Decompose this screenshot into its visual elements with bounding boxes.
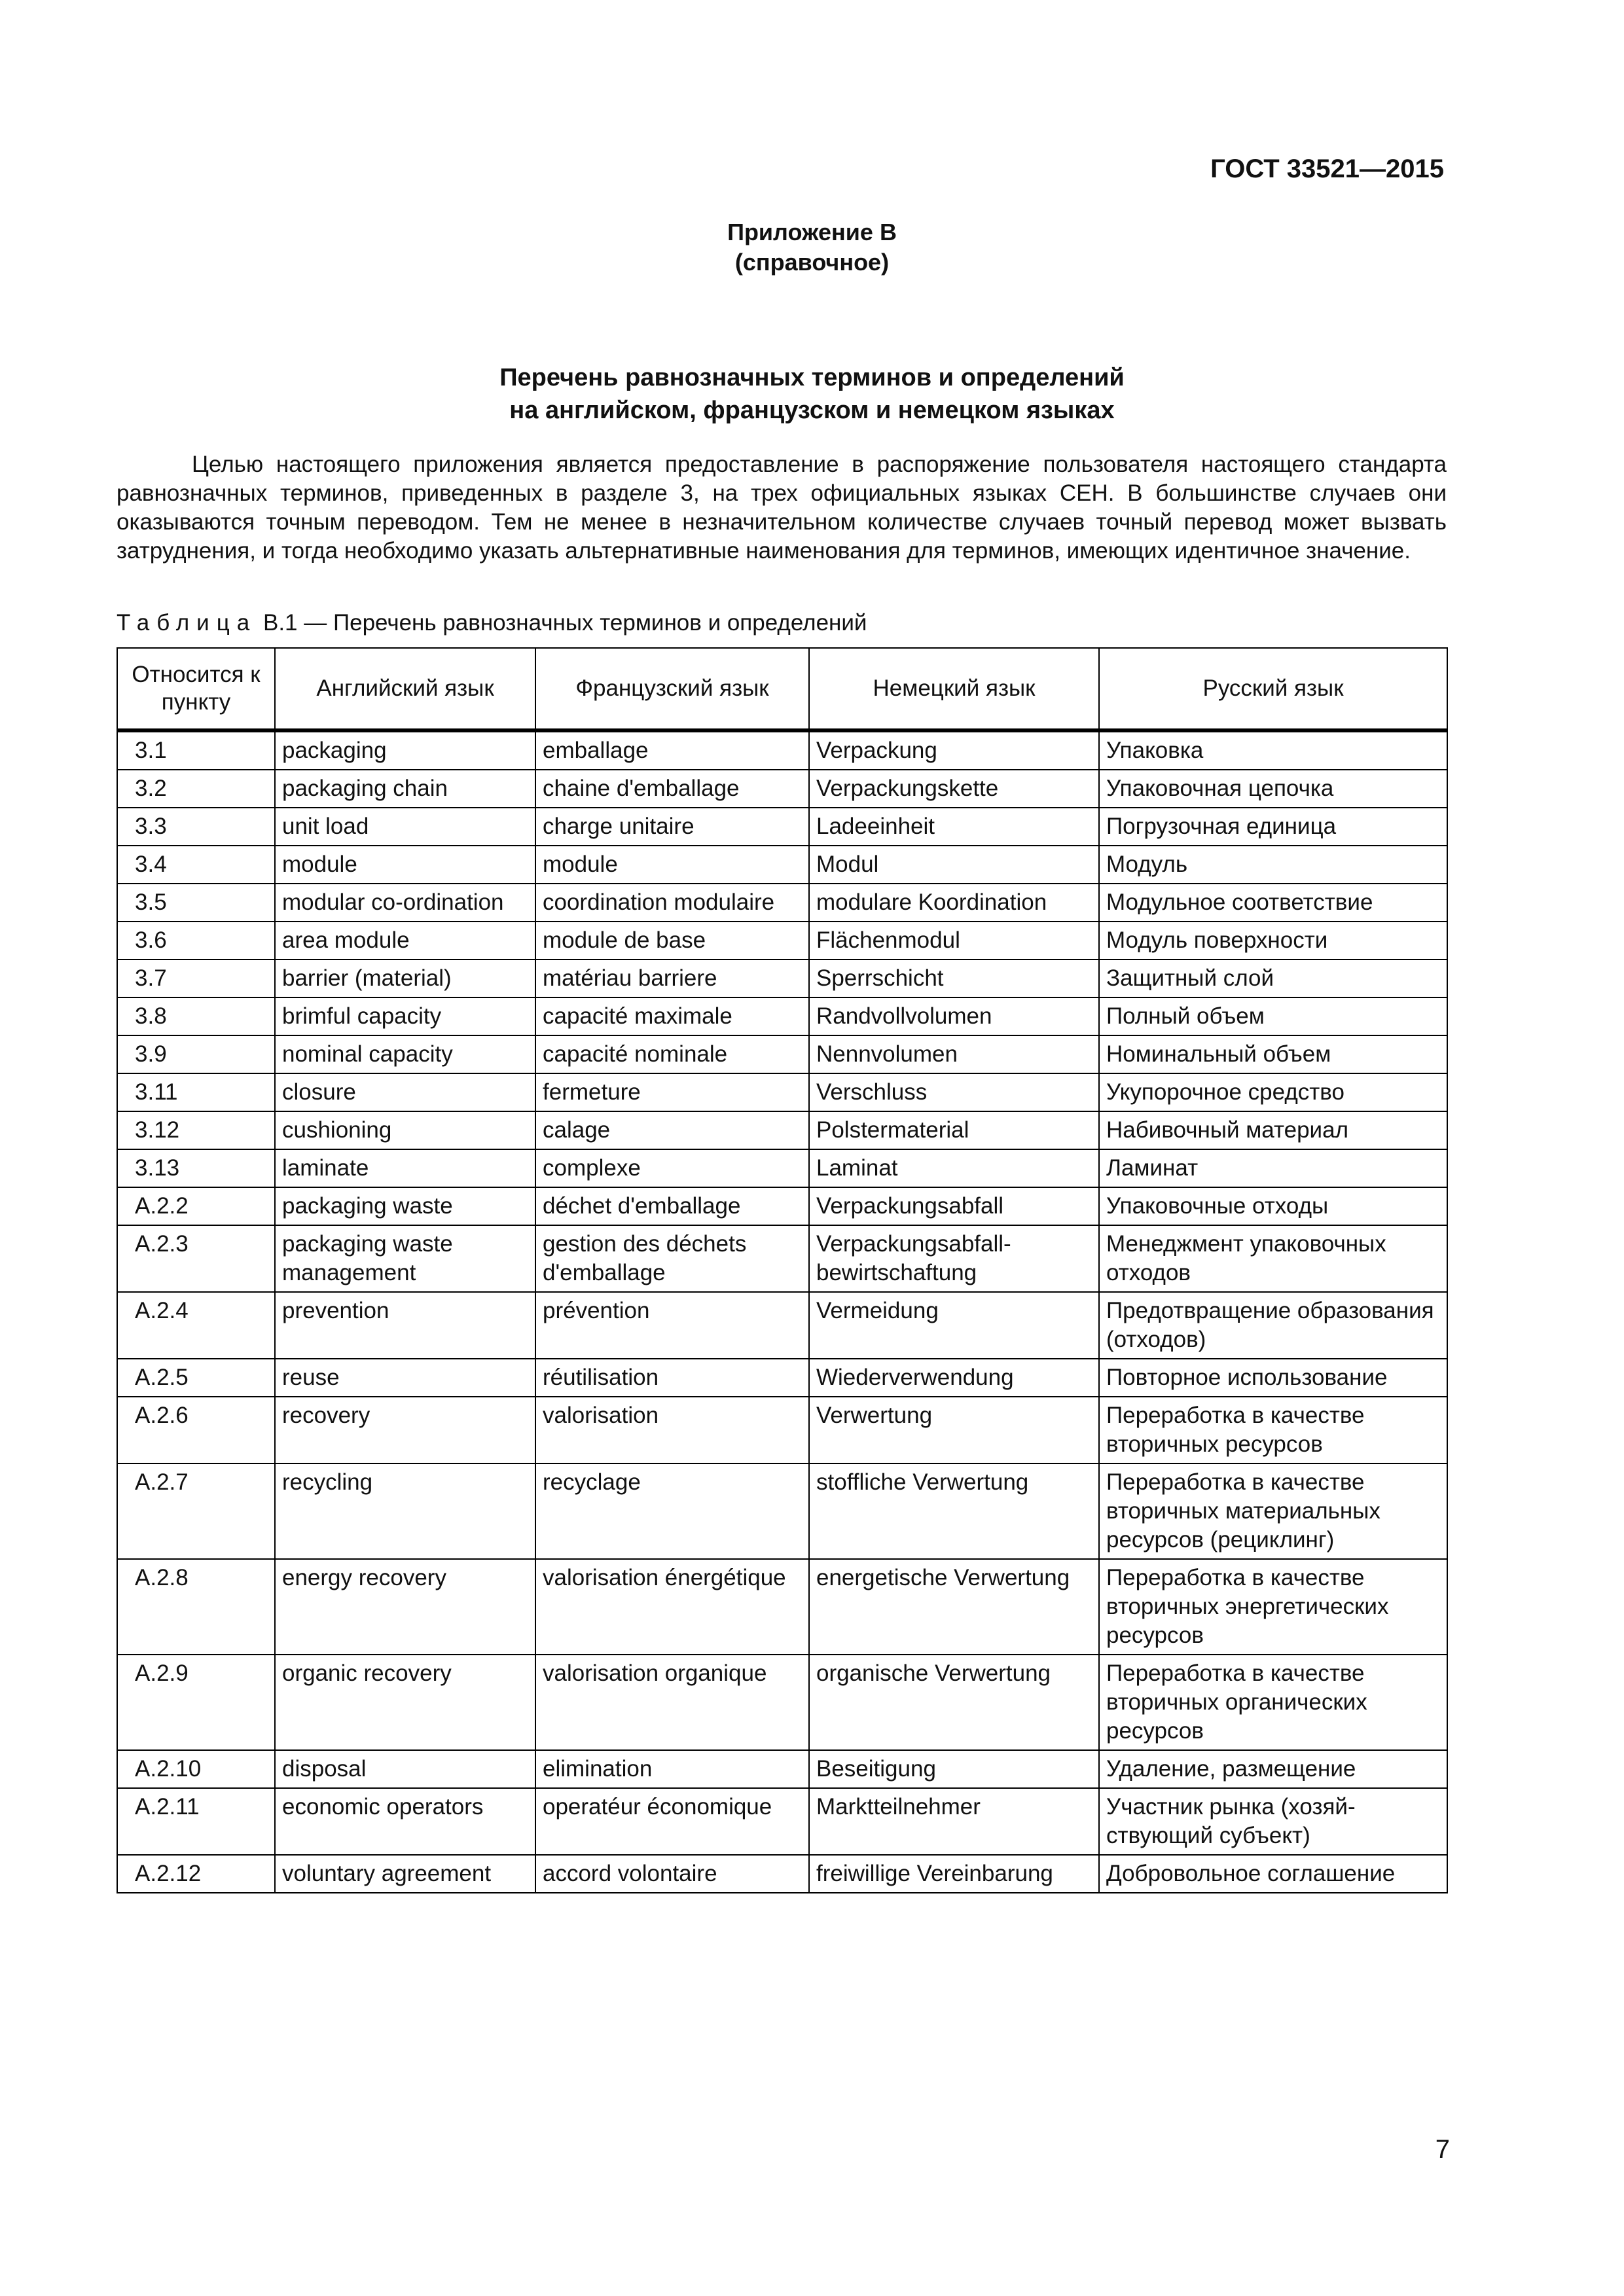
english-term-cell: packaging waste <box>275 1187 535 1225</box>
french-term-cell: gestion des déchets d'emballage <box>535 1225 809 1292</box>
french-term-cell: complexe <box>535 1149 809 1187</box>
appendix-title: Приложение В <box>727 219 897 245</box>
clause-cell: 3.1 <box>117 730 275 770</box>
clause-cell: A.2.9 <box>117 1655 275 1750</box>
clause-cell: A.2.7 <box>117 1463 275 1559</box>
russian-term-cell: Добровольное соглашение <box>1099 1855 1447 1893</box>
english-term-cell: reuse <box>275 1359 535 1397</box>
table-caption-text: В.1 — Перечень равнозначных терминов и определений <box>262 610 867 636</box>
english-term-cell: module <box>275 846 535 884</box>
german-term-cell: Verwertung <box>809 1397 1099 1463</box>
russian-term-cell: Набивочный материал <box>1099 1111 1447 1149</box>
clause-cell: 3.12 <box>117 1111 275 1149</box>
table-row <box>117 730 1447 770</box>
french-term-cell: module de base <box>535 922 809 960</box>
german-term-cell: Polstermaterial <box>809 1111 1099 1149</box>
russian-term-cell: Защитный слой <box>1099 960 1447 997</box>
russian-term-cell: Переработка в качестве вторичных энергетических ресурсов <box>1099 1559 1447 1655</box>
french-term-cell: réutilisation <box>535 1359 809 1397</box>
table-row <box>117 1855 1447 1893</box>
table-row <box>117 1750 1447 1788</box>
table-caption-label: Таблица <box>117 610 257 636</box>
russian-term-cell: Менеджмент упаковочных отходов <box>1099 1225 1447 1292</box>
clause-cell: A.2.11 <box>117 1788 275 1855</box>
table-body <box>117 730 1447 1893</box>
german-term-cell: Ladeeinheit <box>809 808 1099 846</box>
german-term-cell: Flächenmodul <box>809 922 1099 960</box>
russian-term-cell: Укупорочное средство <box>1099 1073 1447 1111</box>
english-term-cell: nominal capacity <box>275 1035 535 1073</box>
table-row <box>117 1655 1447 1750</box>
terms-table <box>117 647 1448 1893</box>
document-title-line-2: на английском, французском и немецком языках <box>509 397 1115 424</box>
russian-term-cell: Повторное использование <box>1099 1359 1447 1397</box>
english-term-cell: voluntary agreement <box>275 1855 535 1893</box>
russian-term-cell: Погрузочная единица <box>1099 808 1447 846</box>
table-row <box>117 960 1447 997</box>
table-header-row <box>117 648 1447 730</box>
english-term-cell: recycling <box>275 1463 535 1559</box>
table-row <box>117 1111 1447 1149</box>
russian-term-cell: Удаление, размещение <box>1099 1750 1447 1788</box>
clause-cell: 3.6 <box>117 922 275 960</box>
clause-cell: 3.3 <box>117 808 275 846</box>
english-term-cell: organic recovery <box>275 1655 535 1750</box>
french-term-cell: déchet d'emballage <box>535 1187 809 1225</box>
french-term-cell: calage <box>535 1111 809 1149</box>
french-term-cell: module <box>535 846 809 884</box>
header-english: Английский язык <box>275 648 535 730</box>
french-term-cell: matériau barriere <box>535 960 809 997</box>
french-term-cell: operatéur économique <box>535 1788 809 1855</box>
russian-term-cell: Предотвращение образования (отходов) <box>1099 1292 1447 1359</box>
english-term-cell: packaging waste management <box>275 1225 535 1292</box>
german-term-cell: energetische Verwertung <box>809 1559 1099 1655</box>
table-row <box>117 1559 1447 1655</box>
english-term-cell: area module <box>275 922 535 960</box>
table-row <box>117 846 1447 884</box>
intro-paragraph: Целью настоящего приложения является предоставление в распоряжение пользователя настоящего стандарта равнозначных терминов, приведенных в разделе 3, на трех официальных языках СЕН. В большинстве случаев они оказываются точным переводом. Тем не менее в незначительном количестве случаев точный перевод может вызвать затруднения, и тогда необходимо указать альтернативные наименования для терминов, имеющих идентичное значение. <box>117 452 1447 564</box>
german-term-cell: organische Verwertung <box>809 1655 1099 1750</box>
clause-cell: A.2.3 <box>117 1225 275 1292</box>
russian-term-cell: Модульное соответствие <box>1099 884 1447 922</box>
german-term-cell: freiwillige Vereinbarung <box>809 1855 1099 1893</box>
table-row <box>117 1035 1447 1073</box>
russian-term-cell: Упаковочная цепочка <box>1099 770 1447 808</box>
french-term-cell: charge unitaire <box>535 808 809 846</box>
document-title <box>0 361 1624 427</box>
table-row <box>117 1149 1447 1187</box>
german-term-cell: Marktteilnehmer <box>809 1788 1099 1855</box>
german-term-cell: Laminat <box>809 1149 1099 1187</box>
table-row <box>117 1187 1447 1225</box>
french-term-cell: accord volontaire <box>535 1855 809 1893</box>
french-term-cell: valorisation <box>535 1397 809 1463</box>
clause-cell: 3.11 <box>117 1073 275 1111</box>
standard-number: ГОСТ 33521—2015 <box>1210 154 1444 183</box>
german-term-cell: Verpackungsabfall <box>809 1187 1099 1225</box>
header-german: Немецкий язык <box>809 648 1099 730</box>
german-term-cell: Verpackungskette <box>809 770 1099 808</box>
table-row <box>117 1788 1447 1855</box>
french-term-cell: valorisation organique <box>535 1655 809 1750</box>
russian-term-cell: Модуль <box>1099 846 1447 884</box>
german-term-cell: Verpackungsabfallbewirtschaftung <box>809 1225 1099 1292</box>
german-term-cell: Beseitigung <box>809 1750 1099 1788</box>
french-term-cell: capacité maximale <box>535 997 809 1035</box>
german-term-cell: modulare Koordination <box>809 884 1099 922</box>
german-term-cell: Randvollvolumen <box>809 997 1099 1035</box>
german-term-cell: stoffliche Verwertung <box>809 1463 1099 1559</box>
german-term-cell: Modul <box>809 846 1099 884</box>
russian-term-cell: Переработка в качестве вторичных материальных ресурсов (рециклинг) <box>1099 1463 1447 1559</box>
french-term-cell: valorisation énergétique <box>535 1559 809 1655</box>
russian-term-cell: Модуль поверхности <box>1099 922 1447 960</box>
english-term-cell: closure <box>275 1073 535 1111</box>
english-term-cell: disposal <box>275 1750 535 1788</box>
russian-term-cell: Упаковка <box>1099 730 1447 770</box>
table-row <box>117 1359 1447 1397</box>
clause-cell: A.2.10 <box>117 1750 275 1788</box>
english-term-cell: packaging chain <box>275 770 535 808</box>
appendix-heading <box>0 217 1624 278</box>
english-term-cell: brimful capacity <box>275 997 535 1035</box>
russian-term-cell: Переработка в качестве вторичных органических ресурсов <box>1099 1655 1447 1750</box>
clause-cell: A.2.5 <box>117 1359 275 1397</box>
table-row <box>117 1397 1447 1463</box>
clause-cell: A.2.2 <box>117 1187 275 1225</box>
russian-term-cell: Ламинат <box>1099 1149 1447 1187</box>
french-term-cell: fermeture <box>535 1073 809 1111</box>
german-term-cell: Nennvolumen <box>809 1035 1099 1073</box>
french-term-cell: prévention <box>535 1292 809 1359</box>
clause-cell: A.2.8 <box>117 1559 275 1655</box>
clause-cell: 3.9 <box>117 1035 275 1073</box>
table-row <box>117 1463 1447 1559</box>
german-term-cell: Vermeidung <box>809 1292 1099 1359</box>
clause-cell: 3.7 <box>117 960 275 997</box>
english-term-cell: prevention <box>275 1292 535 1359</box>
german-term-cell: Verschluss <box>809 1073 1099 1111</box>
french-term-cell: emballage <box>535 730 809 770</box>
english-term-cell: unit load <box>275 808 535 846</box>
clause-cell: 3.2 <box>117 770 275 808</box>
table-row <box>117 808 1447 846</box>
table-row <box>117 997 1447 1035</box>
french-term-cell: capacité nominale <box>535 1035 809 1073</box>
header-russian: Русский язык <box>1099 648 1447 730</box>
clause-cell: A.2.4 <box>117 1292 275 1359</box>
french-term-cell: recyclage <box>535 1463 809 1559</box>
clause-cell: 3.13 <box>117 1149 275 1187</box>
page-number: 7 <box>1435 2135 1450 2164</box>
english-term-cell: cushioning <box>275 1111 535 1149</box>
header-french: Французский язык <box>535 648 809 730</box>
header-clause: Относится к пункту <box>117 648 275 730</box>
french-term-cell: elimination <box>535 1750 809 1788</box>
russian-term-cell: Переработка в качестве вторичных ресурсов <box>1099 1397 1447 1463</box>
table-row <box>117 922 1447 960</box>
english-term-cell: energy recovery <box>275 1559 535 1655</box>
table-caption <box>117 610 867 636</box>
russian-term-cell: Участник рынка (хозяйствующий субъект) <box>1099 1788 1447 1855</box>
russian-term-cell: Полный объем <box>1099 997 1447 1035</box>
table-row <box>117 1225 1447 1292</box>
appendix-subtitle: (справочное) <box>734 249 890 276</box>
english-term-cell: economic operators <box>275 1788 535 1855</box>
german-term-cell: Sperrschicht <box>809 960 1099 997</box>
german-term-cell: Wiederverwendung <box>809 1359 1099 1397</box>
english-term-cell: barrier (material) <box>275 960 535 997</box>
clause-cell: A.2.6 <box>117 1397 275 1463</box>
russian-term-cell: Упаковочные отходы <box>1099 1187 1447 1225</box>
table-row <box>117 884 1447 922</box>
french-term-cell: coordination modulaire <box>535 884 809 922</box>
clause-cell: 3.5 <box>117 884 275 922</box>
russian-term-cell: Номинальный объем <box>1099 1035 1447 1073</box>
clause-cell: 3.4 <box>117 846 275 884</box>
english-term-cell: laminate <box>275 1149 535 1187</box>
document-title-line-1: Перечень равнозначных терминов и определений <box>499 364 1125 391</box>
clause-cell: A.2.12 <box>117 1855 275 1893</box>
clause-cell: 3.8 <box>117 997 275 1035</box>
table-row <box>117 1073 1447 1111</box>
english-term-cell: packaging <box>275 730 535 770</box>
english-term-cell: modular co-ordination <box>275 884 535 922</box>
french-term-cell: chaine d'emballage <box>535 770 809 808</box>
english-term-cell: recovery <box>275 1397 535 1463</box>
german-term-cell: Verpackung <box>809 730 1099 770</box>
table-row <box>117 770 1447 808</box>
table-row <box>117 1292 1447 1359</box>
